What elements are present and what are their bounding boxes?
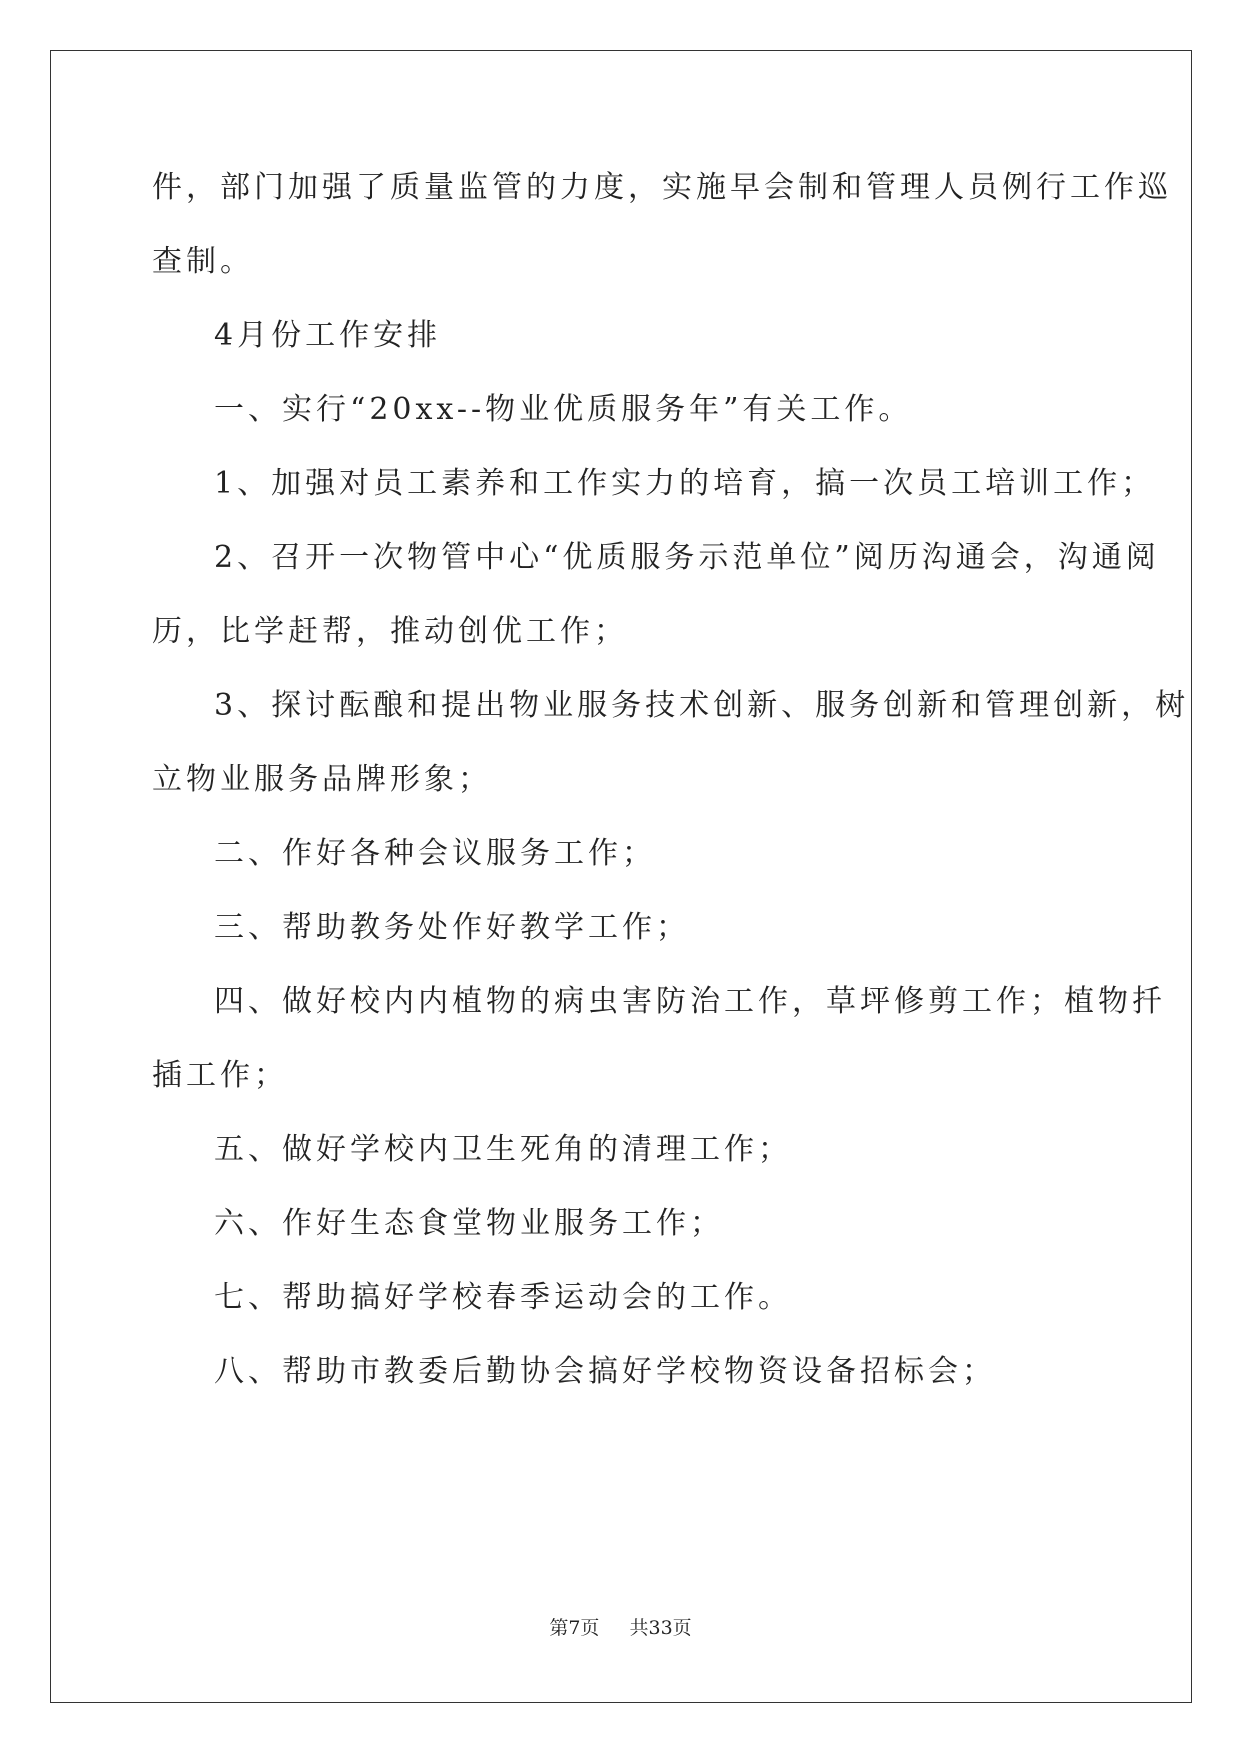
text-line-9: 立物业服务品牌形象；	[152, 762, 492, 797]
text-line-15: 六、作好生态食堂物业服务工作；	[214, 1206, 724, 1241]
page-total: 共33页	[629, 1617, 692, 1639]
text-line-14: 五、做好学校内卫生死角的清理工作；	[214, 1132, 792, 1167]
text-line-7: 历，比学赶帮，推动创优工作；	[152, 614, 628, 649]
text-line-6: 2、召开一次物管中心“优质服务示范单位”阅历沟通会，沟通阅	[214, 540, 1160, 575]
text-line-16: 七、帮助搞好学校春季运动会的工作。	[214, 1280, 792, 1315]
text-line-10: 二、作好各种会议服务工作；	[214, 836, 656, 871]
text-line-4: 一、实行“20xx--物业优质服务年”有关工作。	[214, 392, 913, 427]
page-number: 第7页	[549, 1617, 600, 1639]
text-line-2: 查制。	[152, 244, 254, 279]
text-line-5: 1、加强对员工素养和工作实力的培育，搞一次员工培训工作；	[214, 466, 1156, 501]
text-line-17: 八、帮助市教委后勤协会搞好学校物资设备招标会；	[214, 1354, 996, 1389]
text-line-8: 3、探讨酝酿和提出物业服务技术创新、服务创新和管理创新，树	[214, 688, 1190, 723]
page-footer	[0, 1613, 1241, 1640]
text-line-12: 四、做好校内内植物的病虫害防治工作，草坪修剪工作；植物扦	[214, 984, 1166, 1019]
text-line-11: 三、帮助教务处作好教学工作；	[214, 910, 690, 945]
text-line-13: 插工作；	[152, 1058, 288, 1093]
page-border	[50, 50, 1192, 1703]
text-line-1: 件，部门加强了质量监管的力度，实施早会制和管理人员例行工作巡	[152, 170, 1172, 205]
text-line-3: 4月份工作安排	[214, 318, 442, 353]
